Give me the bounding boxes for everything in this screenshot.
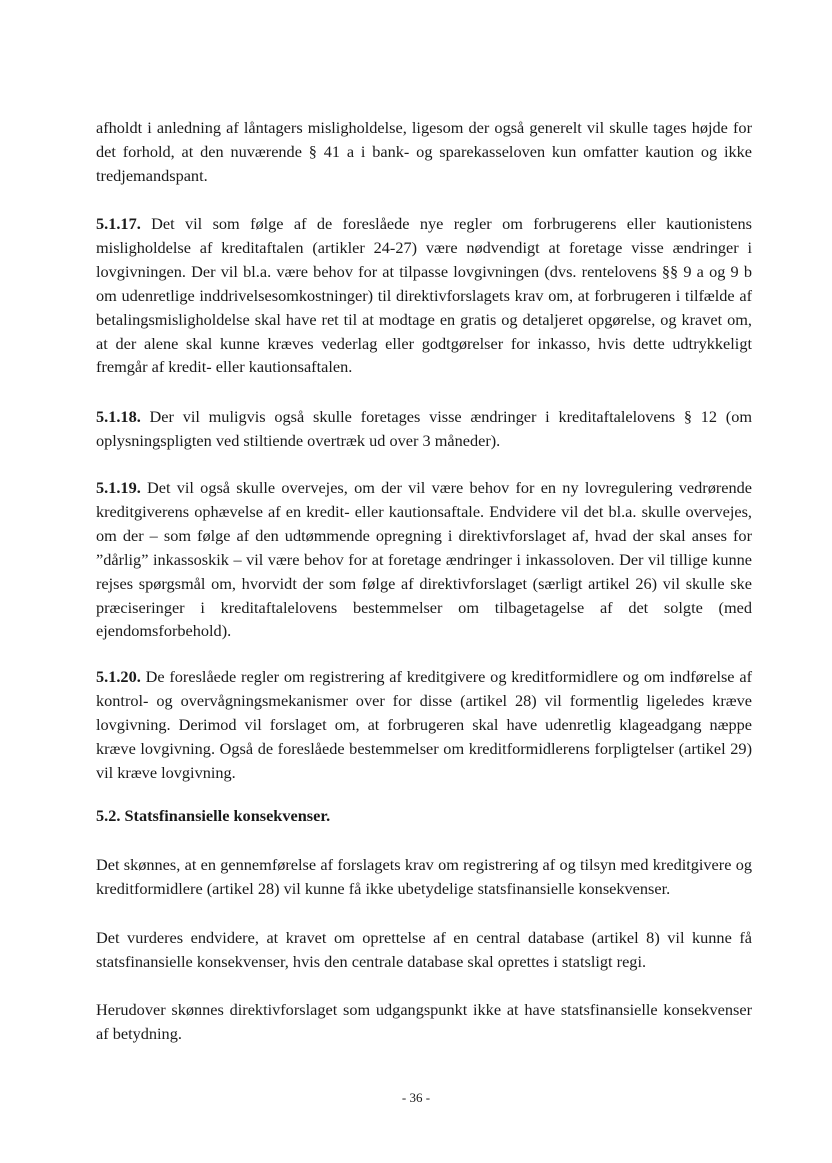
paragraph-5-1-17	[96, 212, 752, 379]
section-paragraph-1: Det skønnes, at en gennemførelse af forslagets krav om registrering af og tilsyn med kreditgivere og kreditformidlere (artikel 28) vil kunne få ikke ubetydelige statsfinansielle konsekvenser.	[96, 855, 752, 898]
paragraph-number: 5.1.20.	[96, 667, 141, 686]
paragraph-number: 5.1.19.	[96, 478, 141, 497]
paragraph-number: 5.1.17.	[96, 214, 141, 233]
paragraph-number: 5.1.18.	[96, 407, 141, 426]
paragraph-text: Det vil som følge af de foreslåede nye regler om forbrugerens eller kautionistens misligholdelse af kreditaftalen (artikler 24-27) være nødvendigt at foretage visse ændringer i lovgivningen. Der vil bl.a. være behov for at tilpasse lovgivningen (dvs. rentelovens §§ 9 a og 9 b om udenretlige inddrivelsesomkostninger) til direktivforslagets krav om, at forbrugeren i tilfælde af betalingsmisligholdelse skal have ret til at modtage en gratis og detaljeret opgørelse, og kravet om, at der alene skal kunne kræves vederlag eller godtgørelser for inkasso, hvis dette udtrykkeligt fremgår af kredit- eller kautionsaftalen.	[96, 214, 752, 377]
paragraph-5-1-19	[96, 476, 752, 643]
paragraph-continuation	[96, 116, 752, 188]
paragraph-text: afholdt i anledning af låntagers misligholdelse, ligesom der også generelt vil skulle tages højde for det forhold, at den nuværende § 41 a i bank- og sparekasseloven kun omfatter kaution og ikke tredjemandspant.	[96, 118, 752, 185]
section-paragraph-3: Herudover skønnes direktivforslaget som udgangspunkt ikke at have statsfinansielle konsekvenser af betydning.	[96, 1000, 752, 1043]
section-paragraph-2: Det vurderes endvidere, at kravet om oprettelse af en central database (artikel 8) vil kunne få statsfinansielle konsekvenser, hvis den centrale database skal oprettes i statsligt regi.	[96, 928, 752, 971]
paragraph-5-1-18	[96, 405, 752, 453]
page-number: - 36 -	[401, 1090, 431, 1105]
paragraph-text: Der vil muligvis også skulle foretages visse ændringer i kreditaftalelovens § 12 (om oplysningspligten ved stiltiende overtræk ud over 3 måneder).	[96, 407, 752, 450]
section-heading: 5.2. Statsfinansielle konsekvenser.	[96, 806, 331, 825]
paragraph-5-1-20	[96, 665, 752, 785]
paragraph-text: Det vil også skulle overvejes, om der vil være behov for en ny lovregulering vedrørende kreditgiverens ophævelse af en kredit- eller kautionsaftale. Endvidere vil det bl.a. skulle overvejes, om der – som følge af den udtømmende opregning i direktivforslaget af, hvad der skal anses for ”dårlig” inkassoskik – vil være behov for at foretage ændringer i inkassoloven. Der vil tillige kunne rejses spørgsmål om, hvorvidt der som følge af direktivforslaget (særligt artikel 26) vil skulle ske præciseringer i kreditaftalelovens bestemmelser om tilbagetagelse af det solgte (med ejendomsforbehold).	[96, 478, 752, 641]
paragraph-text: De foreslåede regler om registrering af kreditgivere og kreditformidlere og om indførelse af kontrol- og overvågningsmekanismer over for disse (artikel 28) vil formentlig ligeledes kræve lovgivning. Derimod vil forslaget om, at forbrugeren skal have udenretlig klageadgang næppe kræve lovgivning. Også de foreslåede bestemmelser om kreditformidlerens forpligtelser (artikel 29) vil kræve lovgivning.	[96, 667, 752, 782]
